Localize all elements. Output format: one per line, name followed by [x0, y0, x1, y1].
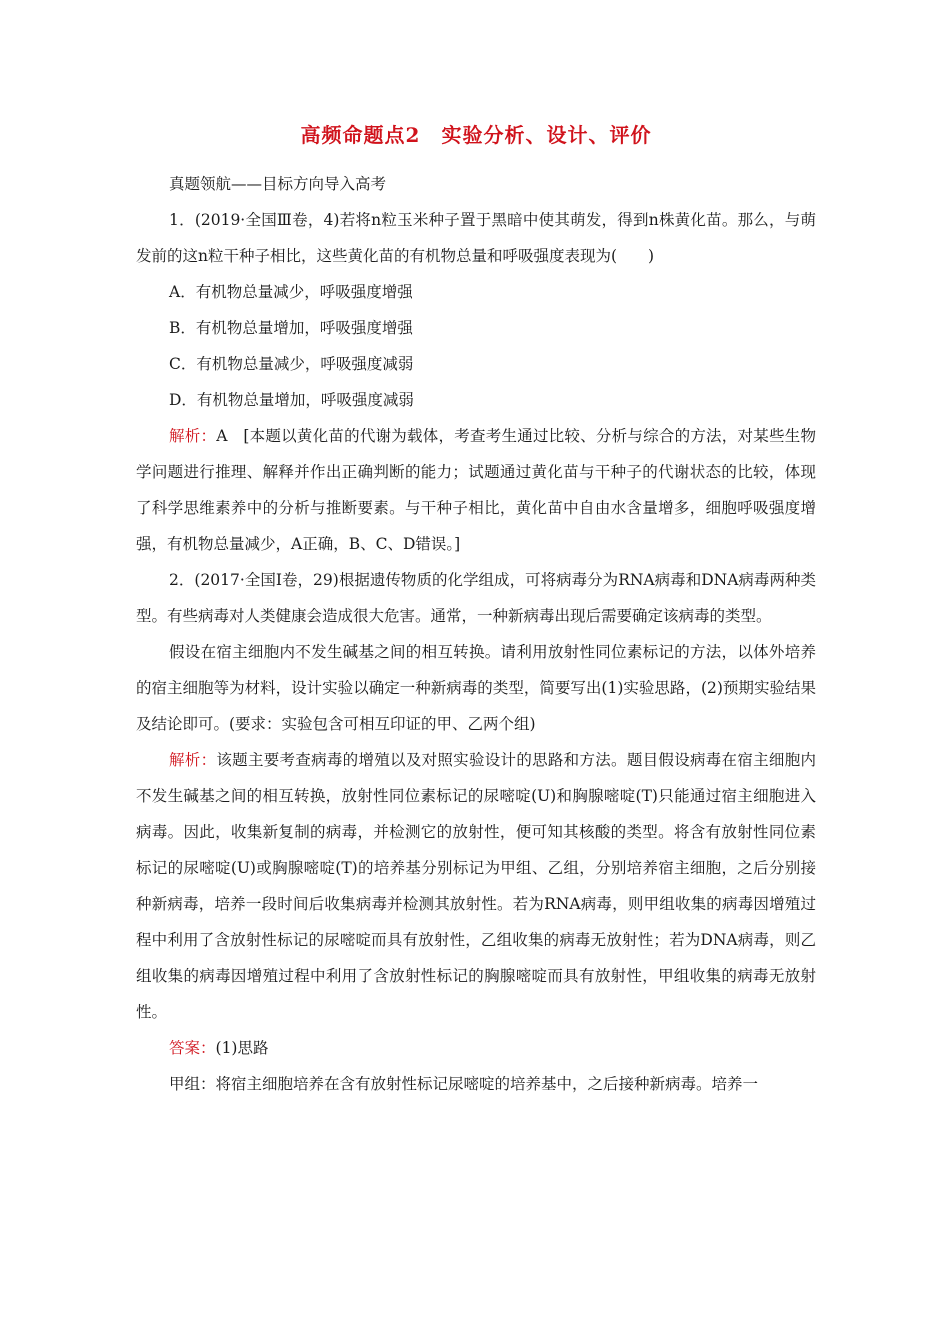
section-heading: 真题领航——目标方向导入高考: [169, 175, 387, 193]
question-2-analysis: [136, 742, 816, 1030]
analysis-label: 解析：: [169, 427, 217, 445]
page-title: 高频命题点2 实验分析、设计、评价: [300, 123, 652, 147]
answer-label: 答案：: [169, 1039, 216, 1057]
analysis-text: 该题主要考查病毒的增殖以及对照实验设计的思路和方法。题目假设病毒在宿主细胞内不发生碱基之间的相互转换，放射性同位素标记的尿嘧啶(U)和胸腺嘧啶(T)只能通过宿主细胞进入病毒。因此，收集新复制的病毒，并检测它的放射性，便可知其核酸的类型。将含有放射性同位素标记的尿嘧啶(U)或胸腺嘧啶(T)的培养基分别标记为甲组、乙组，分别培养宿主细胞，之后分别接种新病毒，培养一段时间后收集病毒并检测其放射性。若为RNA病毒，则甲组收集的病毒因增殖过程中利用了含放射性标记的尿嘧啶而具有放射性，乙组收集的病毒无放射性；若为DNA病毒，则乙组收集的病毒因增殖过程中利用了含放射性标记的胸腺嘧啶而具有放射性，甲组收集的病毒无放射性。: [136, 751, 816, 1021]
question-1-option-a: A．有机物总量减少，呼吸强度增强: [169, 283, 413, 301]
analysis-label: 解析：: [169, 751, 217, 769]
question-2-answer-line: 甲组：将宿主细胞培养在含有放射性标记尿嘧啶的培养基中，之后接种新病毒。培养一: [169, 1075, 759, 1093]
question-2-stem: 2．(2017·全国Ⅰ卷，29)根据遗传物质的化学组成，可将病毒分为RNA病毒和DNA病毒两种类型。有些病毒对人类健康会造成很大危害。通常，一种新病毒出现后需要确定该病毒的类型。: [136, 571, 816, 625]
question-1-analysis: [136, 418, 816, 562]
question-2-requirement: 假设在宿主细胞内不发生碱基之间的相互转换。请利用放射性同位素标记的方法，以体外培养的宿主细胞等为材料，设计实验以确定一种新病毒的类型，简要写出(1)实验思路，(2)预期实验结果及结论即可。(要求：实验包含可相互印证的甲、乙两个组): [136, 643, 816, 733]
question-2-answer: [136, 1030, 816, 1066]
answer-text: (1)思路: [215, 1039, 269, 1057]
document-page: [136, 118, 816, 1102]
question-1-stem: 1．(2019·全国Ⅲ卷，4)若将n粒玉米种子置于黑暗中使其萌发，得到n株黄化苗。那么，与萌发前的这n粒干种子相比，这些黄化苗的有机物总量和呼吸强度表现为( ): [136, 211, 816, 265]
question-1-option-d: D．有机物总量增加，呼吸强度减弱: [169, 391, 414, 409]
analysis-text: A [本题以黄化苗的代谢为载体，考查考生通过比较、分析与综合的方法，对某些生物学问题进行推理、解释并作出正确判断的能力；试题通过黄化苗与干种子的代谢状态的比较，体现了科学思维素养中的分析与推断要素。与干种子相比，黄化苗中自由水含量增多，细胞呼吸强度增强，有机物总量减少，A正确，B、C、D错误。]: [136, 427, 816, 553]
question-1-option-b: B．有机物总量增加，呼吸强度增强: [169, 319, 413, 337]
question-1-option-c: C．有机物总量减少，呼吸强度减弱: [169, 355, 414, 373]
